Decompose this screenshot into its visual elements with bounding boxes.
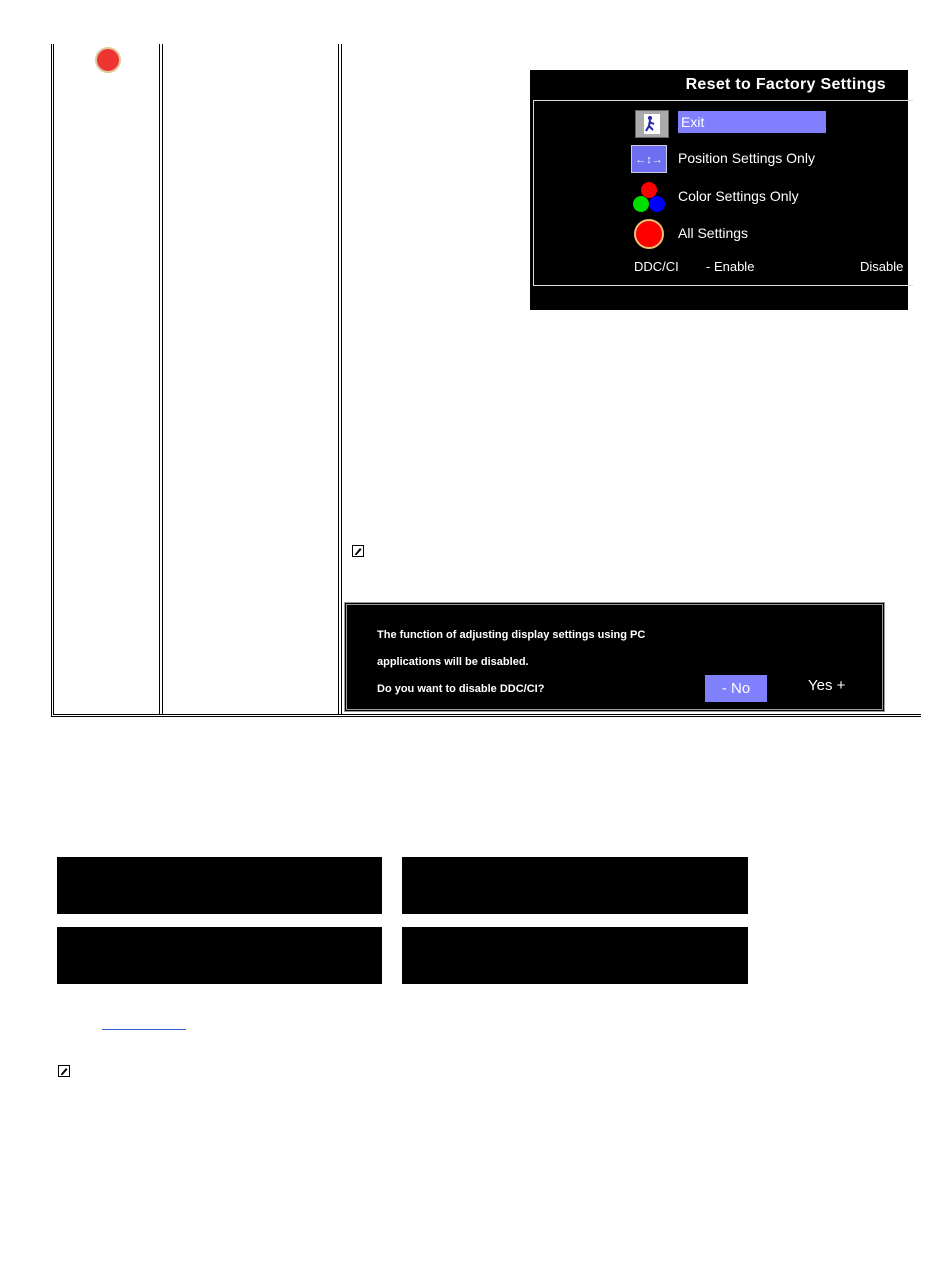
osd-item-exit[interactable]: Exit — [678, 111, 826, 133]
position-arrows-icon: ←↕→ — [631, 145, 667, 173]
no-button[interactable]: - No — [705, 675, 767, 702]
reset-factory-settings-osd — [530, 70, 908, 310]
ddc-ci-enable[interactable]: - Enable — [706, 259, 755, 274]
table-divider — [162, 44, 163, 714]
table-divider — [338, 44, 339, 714]
disable-ddc-ci-dialog — [344, 602, 885, 712]
pencil-note-icon — [58, 1065, 70, 1080]
rgb-circles-icon — [631, 182, 667, 214]
all-settings-icon — [95, 47, 121, 73]
table-divider — [159, 44, 160, 714]
osd-item-color[interactable]: Color Settings Only — [678, 188, 799, 204]
dialog-question: Do you want to disable DDC/CI? — [377, 683, 545, 695]
osd-item-position[interactable]: Position Settings Only — [678, 150, 815, 166]
black-image-box — [57, 857, 382, 914]
dialog-message-line: The function of adjusting display settings using PC — [377, 629, 646, 641]
black-image-box — [402, 857, 748, 914]
black-image-box — [402, 927, 748, 984]
hyperlink[interactable] — [102, 1029, 186, 1030]
table-divider — [341, 44, 342, 714]
osd-title: Reset to Factory Settings — [685, 76, 886, 93]
black-image-box — [57, 927, 382, 984]
ddc-ci-disable[interactable]: Disable — [860, 259, 904, 274]
yes-button[interactable]: Yes + — [808, 677, 846, 694]
red-circle-icon — [634, 219, 664, 249]
pencil-note-icon — [352, 545, 364, 560]
osd-item-all[interactable]: All Settings — [678, 225, 749, 241]
exit-icon — [635, 110, 669, 138]
ddc-ci-label: DDC/CI — [634, 259, 679, 274]
dialog-message-line: applications will be disabled. — [377, 656, 529, 668]
